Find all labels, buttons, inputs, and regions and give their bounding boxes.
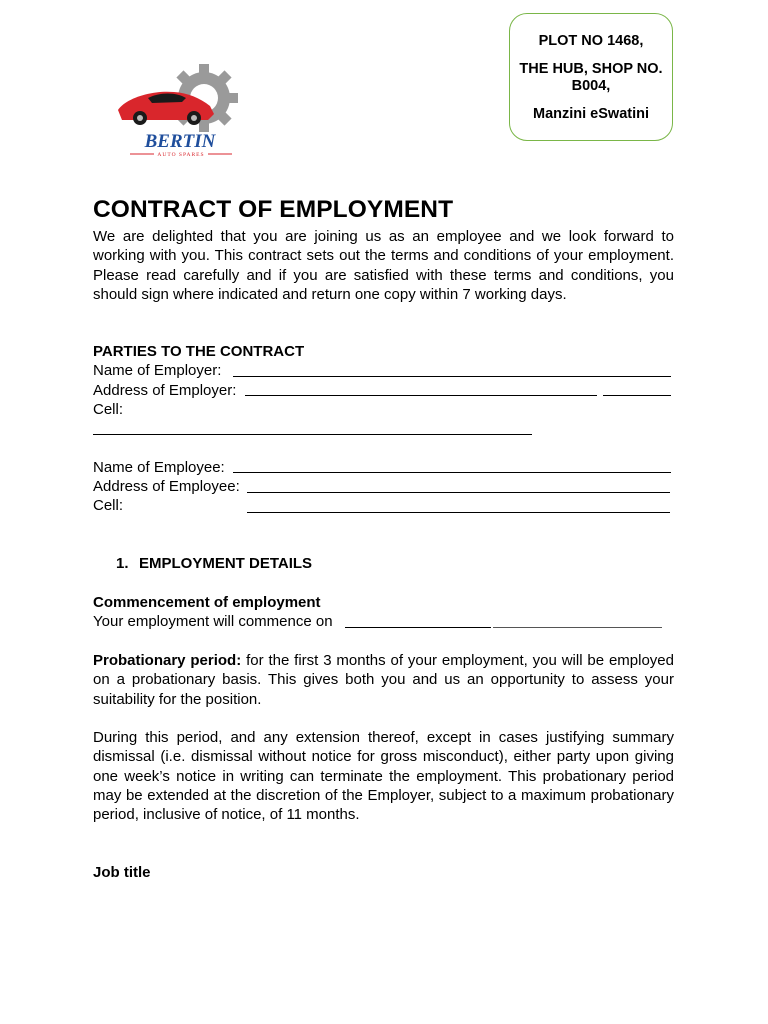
employee-address-label: Address of Employee:: [93, 478, 240, 495]
extension-paragraph: During this period, and any extension thereof, except in cases justifying summary dismissal (i.e. dismissal without notice for gross misconduct), either party upon giving one week’s notice in writing can terminate the employment. This probationary period may be extended at the discretion of the Employer, subject to a maximum probationary period, inclusive of notice, of 11 months.: [93, 729, 674, 824]
job-title-heading: Job title: [93, 864, 151, 881]
section-1-number: 1.: [116, 555, 129, 572]
probation-label: Probationary period:: [93, 652, 242, 669]
company-logo: [112, 62, 262, 162]
employer-address-field-2[interactable]: [603, 395, 671, 396]
section-1-heading: EMPLOYMENT DETAILS: [139, 555, 313, 572]
document-title: CONTRACT OF EMPLOYMENT: [93, 196, 454, 223]
commencement-heading: Commencement of employment: [93, 594, 321, 611]
commencement-date-field[interactable]: [345, 627, 491, 628]
employer-address-field[interactable]: [245, 395, 597, 396]
employer-cell-field[interactable]: [93, 434, 532, 435]
commencement-date-field-2[interactable]: [493, 627, 662, 628]
employer-name-field[interactable]: [233, 376, 671, 377]
address-line-3: Manzini eSwatini: [532, 106, 649, 122]
probation-text: for the first 3 months of your employment, you will be employed on a probationary basis. This gives both you and us an opportunity to assess your suitability for the position.: [93, 652, 674, 708]
address-line-1: PLOT NO 1468,: [538, 33, 644, 49]
employee-name-field[interactable]: [233, 472, 671, 473]
employee-cell-field[interactable]: [247, 512, 670, 513]
employer-name-label: Name of Employer:: [93, 362, 222, 379]
employee-cell-label: Cell:: [93, 497, 124, 514]
parties-heading: PARTIES TO THE CONTRACT: [93, 343, 305, 360]
employee-name-label: Name of Employee:: [93, 459, 225, 476]
employer-address-label: Address of Employer:: [93, 382, 237, 399]
intro-paragraph: We are delighted that you are joining us as an employee and we look forward to working with you. This contract sets out the terms and conditions of your employment. Please read carefully and if you are satisfied with these terms and conditions, you should sign where indicated and return one copy within 7 working days.: [93, 228, 674, 303]
address-box: [509, 13, 673, 141]
employee-address-field[interactable]: [247, 492, 670, 493]
svg-text:BERTIN: BERTIN: [144, 131, 216, 152]
svg-text:AUTO SPARES: AUTO SPARES: [157, 152, 205, 158]
commencement-text: Your employment will commence on: [93, 613, 333, 630]
probation-paragraph: [93, 651, 674, 709]
employer-cell-label: Cell:: [93, 401, 124, 418]
address-line-2: THE HUB, SHOP NO. B004,: [519, 61, 663, 94]
